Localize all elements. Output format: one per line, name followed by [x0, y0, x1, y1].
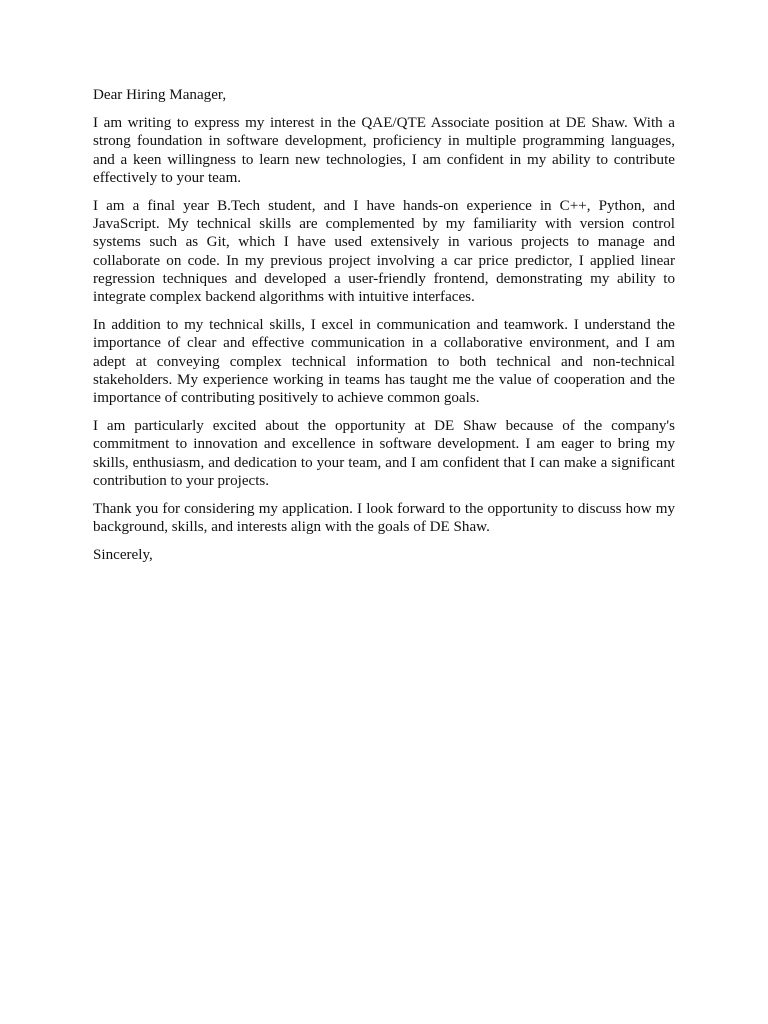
closing: Sincerely,: [93, 547, 153, 564]
paragraph-motivation: I am particularly excited about the opportunity at DE Shaw because of the company's commitment to innovation and excellence in software development. I am eager to bring my skills, enthusiasm, and dedication to your team, and I am confident that I can make a significant contribution to your projects.: [93, 418, 675, 489]
paragraph-thanks: Thank you for considering my application. I look forward to the opportunity to discuss how my background, skills, and interests align with the goals of DE Shaw.: [93, 501, 675, 536]
salutation: Dear Hiring Manager,: [93, 87, 227, 103]
paragraph-communication: In addition to my technical skills, I excel in communication and teamwork. I understand the importance of clear and effective communication in a collaborative environment, and I am adept at conveying complex technical information to both technical and non-technical stakeholders. My experience working in teams has taught me the value of cooperation and the importance of contributing positively to achieve common goals.: [93, 317, 675, 407]
paragraph-introduction: I am writing to express my interest in the QAE/QTE Associate position at DE Shaw. With a strong foundation in software development, proficiency in multiple programming languages, and a keen willingness to learn new technologies, I am confident in my ability to contribute effectively to your team.: [93, 115, 675, 186]
paragraph-technical-skills: I am a final year B.Tech student, and I have hands-on experience in C++, Python, and JavaScript. My technical skills are complemented by my familiarity with version control systems such as Git, which I have used extensively in various projects to manage and collaborate on code. In my previous project involving a car price predictor, I applied linear regression techniques and developed a user-friendly frontend, demonstrating my ability to integrate complex backend algorithms with intuitive interfaces.: [93, 198, 675, 306]
